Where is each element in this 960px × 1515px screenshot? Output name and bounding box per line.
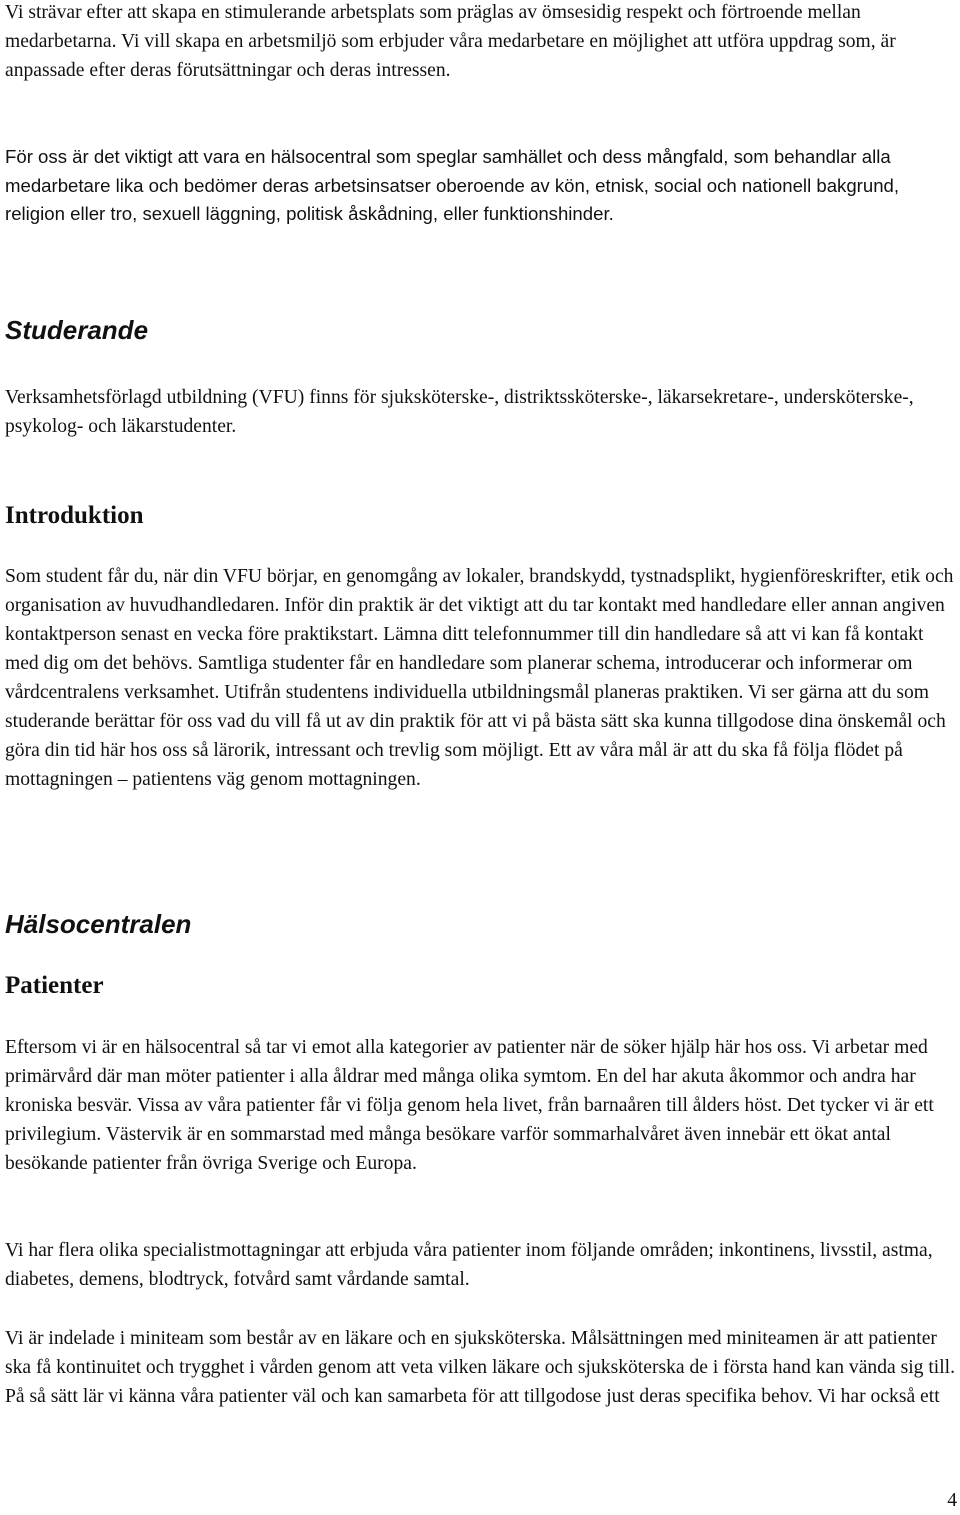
patienter-paragraph-1: Eftersom vi är en hälsocentral så tar vi emot alla kategorier av patienter när de söker hjälp här hos oss. Vi arbetar med primärvård där man möter patienter i alla åldrar med många olika symtom. En del har akuta åkommor och andra har kroniska besvär. Vissa av våra patienter får vi följa genom hela livet, från barnaåren till ålders höst. Det tycker vi är ett privilegium. Västervik är en sommarstad med många besökare varför sommarhalvåret även innebär ett ökat antal besökande patienter från övriga Sverige och Europa. <box>5 1037 934 1174</box>
introduktion-paragraph: Som student får du, när din VFU börjar, en genomgång av lokaler, brandskydd, tystnadsplikt, hygienföreskrifter, etik och organisation av huvudhandledaren. Inför din praktik är det viktigt att du tar kontakt med handledare eller annan angiven kontaktperson senast en vecka före praktikstart. Lämna ditt telefonnummer till din handledare så att vi kan få kontakt med dig om det behövs. Samtliga studenter får en handledare som planerar schema, introducerar och informerar om vårdcentralens verksamhet. Utifrån studentens individuella utbildningsmål planeras praktiken. Vi ser gärna att du som studerande berättar för oss vad du vill få ut av din praktik för att vi på bästa sätt ska kunna tillgodose dina önskemål och göra din tid här hos oss så lärorik, intressant och trevlig som möjligt. Ett av våra mål är att du ska få följa flödet på mottagningen – patientens väg genom mottagningen. <box>5 566 954 790</box>
equality-paragraph: För oss är det viktigt att vara en hälsocentral som speglar samhället och dess mångfald, som behandlar alla medarbetare lika och bedömer deras arbetsinsatser oberoende av kön, etnisk, social och nationell bakgrund, religion eller tro, sexuell läggning, politisk åskådning, eller funktionshinder. <box>5 146 900 224</box>
studerande-paragraph: Verksamhetsförlagd utbildning (VFU) finns för sjuksköterske-, distriktssköterske-, läkarsekretare-, undersköterske-, psykolog- och läkarstudenter. <box>5 387 914 437</box>
patienter-paragraph-3: Vi är indelade i miniteam som består av en läkare och en sjuksköterska. Målsättningen med miniteamen är att patienter ska få kontinuitet och trygghet i vården genom att veta vilken läkare och sjuksköterska de i första hand kan vända sig till. På så sätt lär vi känna våra patienter väl och kan samarbeta för att tillgodose just deras specifika behov. Vi har också ett <box>5 1328 956 1407</box>
intro-paragraph: Vi strävar efter att skapa en stimulerande arbetsplats som präglas av ömsesidig respekt och förtroende mellan medarbetarna. Vi vill skapa en arbetsmiljö som erbjuder våra medarbetare en möjlighet att utföra uppdrag som, är anpassade efter deras förutsättningar och deras intressen. <box>5 2 896 81</box>
patienter-heading: Patienter <box>5 972 104 999</box>
introduktion-heading: Introduktion <box>5 502 144 529</box>
patienter-paragraph-2: Vi har flera olika specialistmottagningar att erbjuda våra patienter inom följande områden; inkontinens, livsstil, astma, diabetes, demens, blodtryck, fotvård samt vårdande samtal. <box>5 1240 933 1290</box>
halsocentralen-heading: Hälsocentralen <box>5 909 192 939</box>
studerande-heading: Studerande <box>5 315 149 345</box>
page-number: 4 <box>947 1490 957 1511</box>
